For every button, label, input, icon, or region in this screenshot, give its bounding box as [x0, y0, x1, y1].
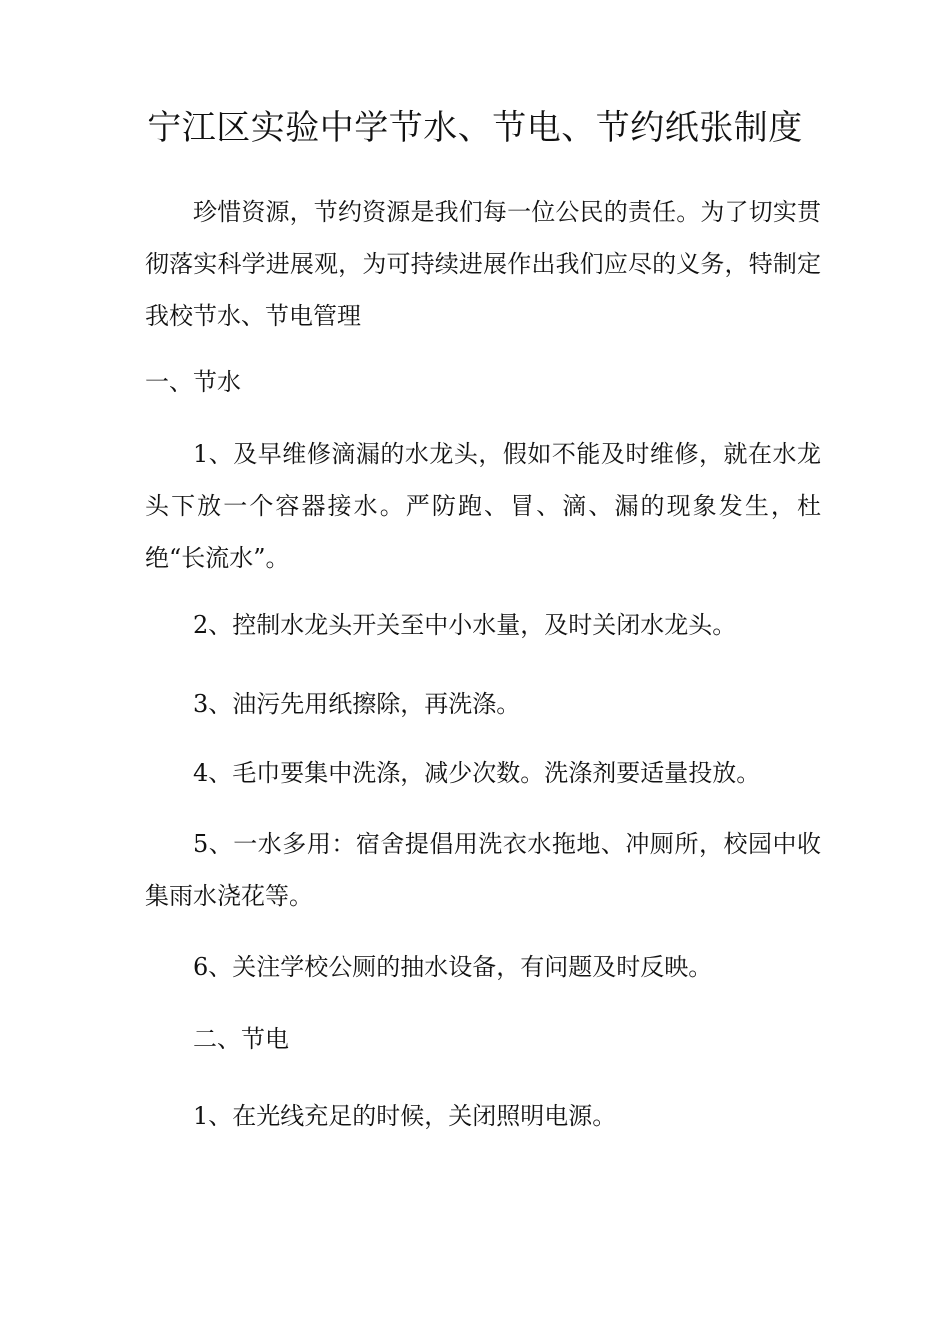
water-item-1: 1、及早维修滴漏的水龙头，假如不能及时维修，就在水龙头下放一个容器接水。严防跑、冒、滴、漏的现象发生，杜绝“长流水”。 [145, 440, 821, 572]
section-heading-power: 二、节电 [193, 1025, 289, 1053]
water-item-2: 2、控制水龙头开关至中小水量，及时关闭水龙头。 [193, 611, 737, 639]
water-item-6: 6、关注学校公厕的抽水设备，有问题及时反映。 [193, 953, 713, 981]
water-item-5: 5、一水多用：宿舍提倡用洗衣水拖地、冲厕所，校园中收集雨水浇花等。 [145, 830, 821, 910]
water-item-4: 4、毛巾要集中洗涤，减少次数。洗涤剂要适量投放。 [193, 759, 761, 787]
document-title: 宁江区实验中学节水、节电、节约纸张制度 [147, 108, 803, 148]
water-item-3: 3、油污先用纸擦除，再洗涤。 [193, 690, 521, 718]
power-item-1: 1、在光线充足的时候，关闭照明电源。 [193, 1102, 617, 1130]
intro-paragraph: 珍惜资源，节约资源是我们每一位公民的责任。为了切实贯彻落实科学进展观，为可持续进展作出我们应尽的义务，特制定我校节水、节电管理 [145, 198, 821, 330]
section-heading-water: 一、节水 [145, 368, 241, 396]
